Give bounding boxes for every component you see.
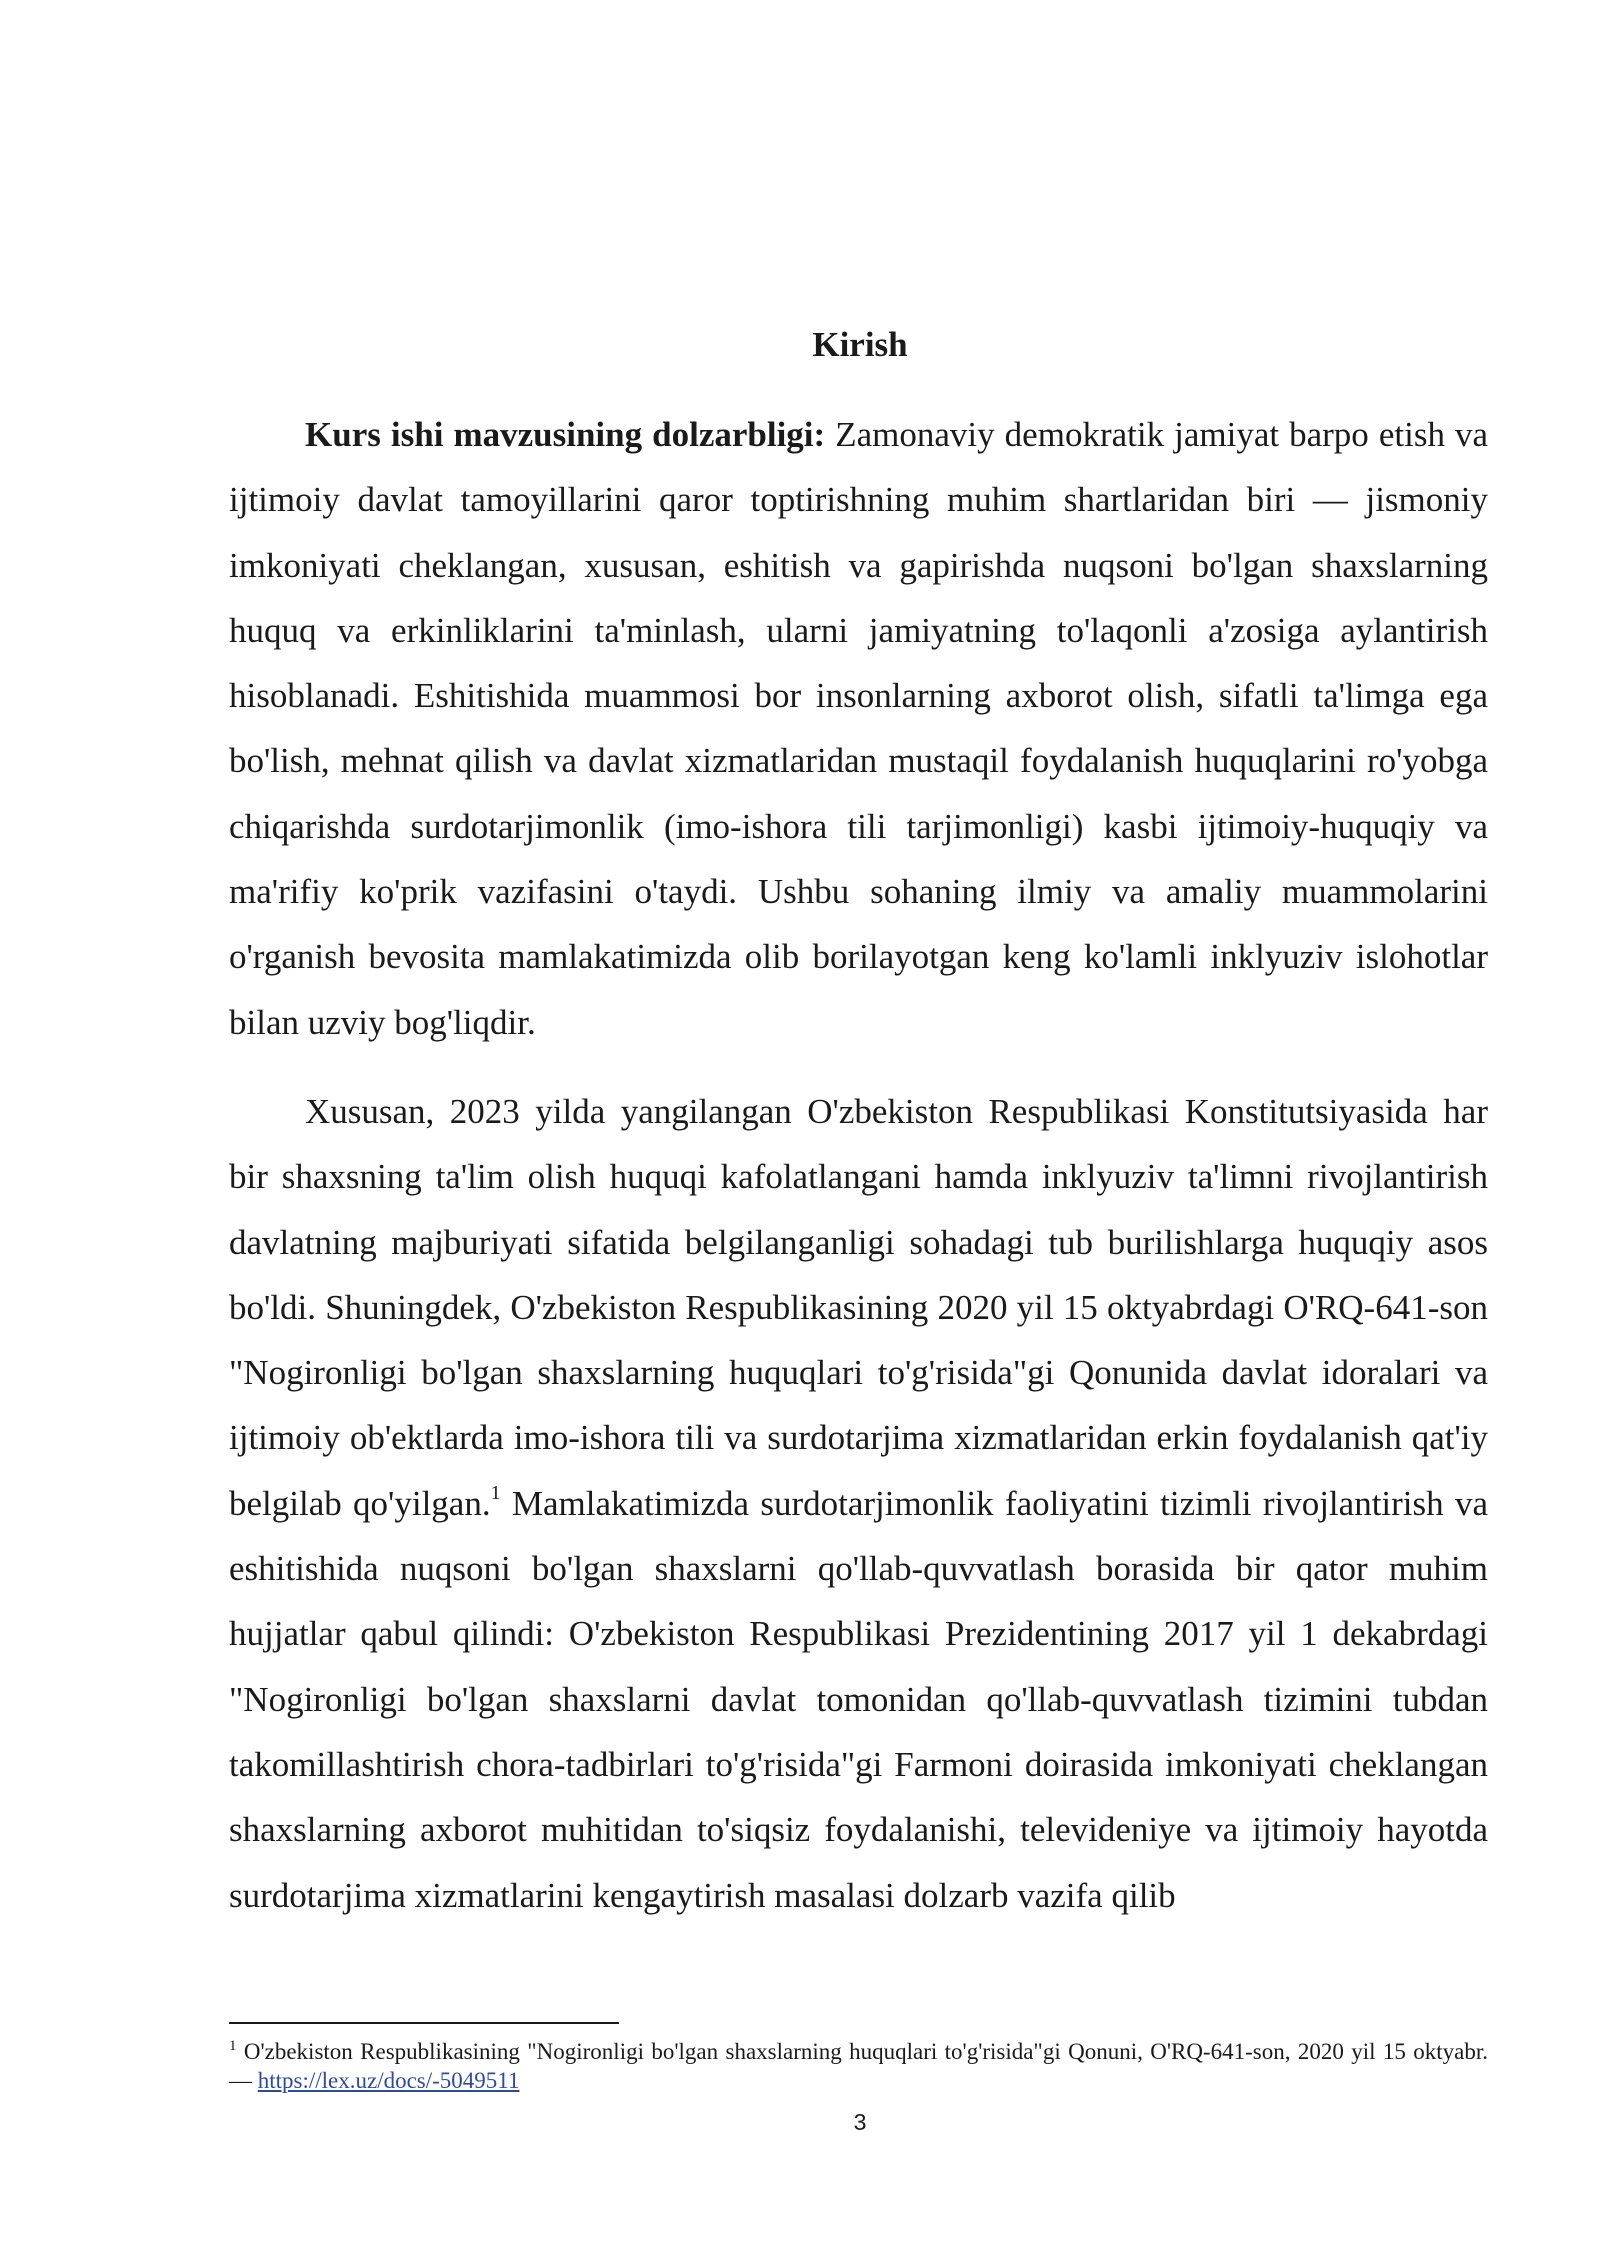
paragraph-legal-basis — [229, 1079, 1488, 1928]
paragraph-text — [229, 402, 1488, 1055]
footnote — [229, 2037, 1488, 2095]
footnote-link[interactable]: https://lex.uz/docs/-5049511 — [257, 2068, 520, 2093]
section-heading: Kirish — [812, 325, 908, 364]
paragraph-body: Zamonaviy demokratik jamiyat barpo etish va ijtimoiy davlat tamoyillarini qaror toptirishning muhim shartlaridan biri — jismoniy imkoniyati cheklangan, xususan, eshitish va gapirishda nuqsoni bo'lgan shaxslarning huquq va erkinliklarini ta'minlash, ularni jamiyatning to'laqonli a'zosiga aylantirish hisoblanadi. Eshitishida muammosi bor insonlarning axborot olish, sifatli ta'limga ega bo'lish, mehnat qilish va davlat xizmatlaridan mustaqil foydalanish huquqlarini ro'yobga chiqarishda surdotarjimonlik (imo-ishora tili tarjimonligi) kasbi ijtimoiy-huquqiy va ma'rifiy ko'prik vazifasini o'taydi. Ushbu sohaning ilmiy va amaliy muammolarini o'rganish bevosita mamlakatimizda olib borilayotgan keng ko'lamli inklyuziv islohotlar bilan uzviy bog'liqdir. — [229, 415, 1489, 1042]
paragraph-lead: Kurs ishi mavzusining dolzarbligi: — [305, 415, 826, 454]
footnote-reference[interactable]: 1 — [490, 1481, 501, 1504]
paragraph-text — [229, 1079, 1488, 1928]
paragraph-body-part1: Xususan, 2023 yilda yangilangan O'zbekiston Respublikasi Konstitutsiyasida har bir shaxsning ta'lim olish huquqi kafolatlangani hamda inklyuziv ta'limni rivojlantirish davlatning majburiyati sifatida belgilanganligi sohadagi tub burilishlarga huquqiy asos bo'ldi. Shuningdek, O'zbekiston Respublikasining 2020 yil 15 oktyabrdagi O'RQ-641-son "Nogironligi bo'lgan shaxslarning huquqlari to'g'risida"gi Qonunida davlat idoralari va ijtimoiy ob'ektlarda imo-ishora tili va surdotarjima xizmatlaridan erkin foydalanish qat'iy belgilab qo'yilgan. — [229, 1092, 1488, 1523]
footnote-number: 1 — [229, 2038, 237, 2054]
footnote-separator — [229, 2022, 619, 2024]
footnote-text: O'zbekiston Respublikasining "Nogironligi bo'lgan shaxslarning huquqlari to'g'risida"gi Qonuni, O'RQ-641-son, 2020 yil 15 oktyabr. — — [229, 2039, 1488, 2093]
paragraph-relevance — [229, 402, 1488, 1055]
paragraph-body-part2: Mamlakatimizda surdotarjimonlik faoliyatini tizimli rivojlantirish va eshitishida nuqsoni bo'lgan shaxslarni qo'llab-quvvatlash borasida bir qator muhim hujjatlar qabul qilindi: O'zbekiston Respublikasi Prezidentining 2017 yil 1 dekabrdagi "Nogironligi bo'lgan shaxslarni davlat tomonidan qo'llab-quvvatlash tizimini tubdan takomillashtirish chora-tadbirlari to'g'risida"gi Farmoni doirasida imkoniyati cheklangan shaxslarning axborot muhitidan to'siqsiz foydalanishi, televideniye va ijtimoiy hayotda surdotarjima xizmatlarini kengaytirish masalasi dolzarb vazifa qilib — [229, 1483, 1488, 1915]
page-number: 3 — [853, 2109, 867, 2135]
